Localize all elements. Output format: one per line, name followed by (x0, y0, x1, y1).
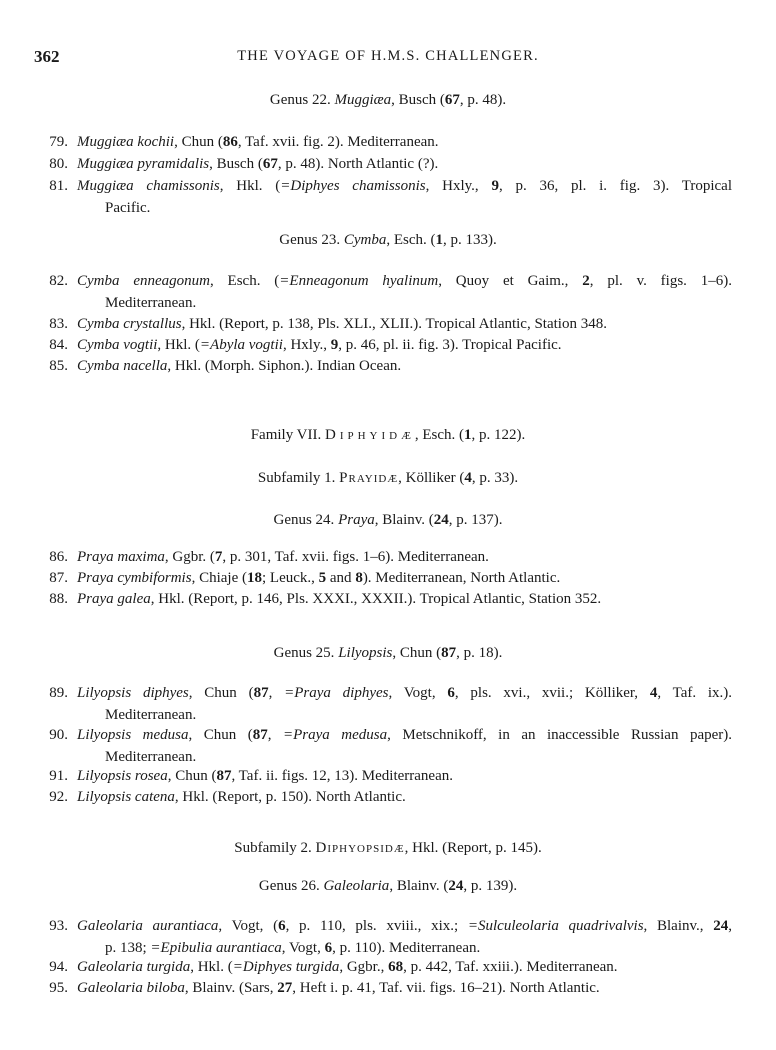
genus-heading: Genus 23. Cymba, Esch. (1, p. 133). (279, 232, 497, 248)
genus-heading: Genus 25. Lilyopsis, Chun (87, p. 18). (273, 645, 503, 661)
page-number: 362 (34, 47, 60, 66)
document-page: 362 THE VOYAGE OF H.M.S. CHALLENGER. Genus 22. Muggiæa, Busch (67, p. 48). 79. Muggiæa kochii, Chun (86, Taf. xvii. fig. 2). Mediterranean. 80. Muggiæa pyramidalis, Busch (67, p. 48). North Atlantic (?). 81. Muggiæa chamissonis, Hkl. (=Diphyes chamissonis, Hxly., 9, p. 36, pl. i. fig. 3). Tropical Pacific. Genus 23. Cymba, Esch. (1, p. 133). 82. Cymba enneagonum, Esch. (=Enneagonum hyalinum, Quoy et Gaim., 2, pl. v. figs. 1–6). Mediterranean. 83. Cymba crystallus, Hkl. (Report, p. 138, Pls. XLI., XLII.). Tropical Atlantic, Station 348. 84. Cymba vogtii, Hkl. (=Abyla vogtii, Hxly., 9, p. 46, pl. ii. fig. 3). Tropical Pacific. 85. Cymba nacella, Hkl. (Morph. Siphon.). Indian Ocean. Family VII. Diphyidæ, Esch. (1, p. 122). Subfamily 1. Prayidæ, Kölliker (4, p. 33). Genus 24. Praya, Blainv. (24, p. 137). 86. Praya maxima, Ggbr. (7, p. 301, Taf. xvii. figs. 1–6). Mediterranean. 87. Praya cymbiformis, Chiaje (18; Leuck., 5 and 8). Mediterranean, North Atlantic. 88. Praya galea, Hkl. (Report, p. 146, Pls. XXXI., XXXII.). Tropical Atlantic, Station 352. Genus 25. Lilyopsis, Chun (87, p. 18). 89. Lilyopsis diphyes, Chun (87, =Praya diphyes, Vogt, 6, pls. xvi., xvii.; Kölliker, 4, Taf. ix.). Mediterranean. 90. Lilyopsis medusa, Chun (87, =Praya medusa, Metschnikoff, in an inaccessible Russian paper). Mediterranean. 91. Lilyopsis rosea, Chun (87, Taf. ii. figs. 12, 13). Mediterranean. 92. Lilyopsis catena, Hkl. (Report, p. 150). North Atlantic. Subfamily 2. Diphyopsidæ, Hkl. (Report, p. 145). Genus 26. Galeolaria, Blainv. (24, p. 139). 93. Galeolaria aurantiaca, Vogt, (6, p. 110, pls. xviii., xix.; =Sulculeolaria quadrivalvis, Blainv., 24, p. 138; =Epibulia aurantiaca, Vogt, 6, p. 110). Mediterranean. 94. Galeolaria turgida, Hkl. (=Diphyes turgida, Ggbr., 68, p. 442, Taf. xxiii.). Mediterranean. 95. Galeolaria biloba, Blainv. (Sars, 27, Heft i. p. 41, Taf. vii. figs. 16–21). North Atlantic. (0, 0, 776, 1050)
family-heading: Family VII. Diphyidæ, Esch. (1, p. 122). (250, 427, 526, 443)
subfamily-heading: Subfamily 2. Diphyopsidæ, Hkl. (Report, p. 145). (234, 840, 542, 856)
genus-heading: Genus 26. Galeolaria, Blainv. (24, p. 139). (258, 878, 518, 894)
running-title: THE VOYAGE OF H.M.S. CHALLENGER. (237, 48, 539, 64)
genus-heading: Genus 22. Muggiæa, Busch (67, p. 48). (269, 92, 507, 108)
genus-heading: Genus 24. Praya, Blainv. (24, p. 137). (273, 512, 503, 528)
subfamily-heading: Subfamily 1. Prayidæ, Kölliker (4, p. 33). (257, 470, 519, 486)
page-header (0, 47, 776, 69)
